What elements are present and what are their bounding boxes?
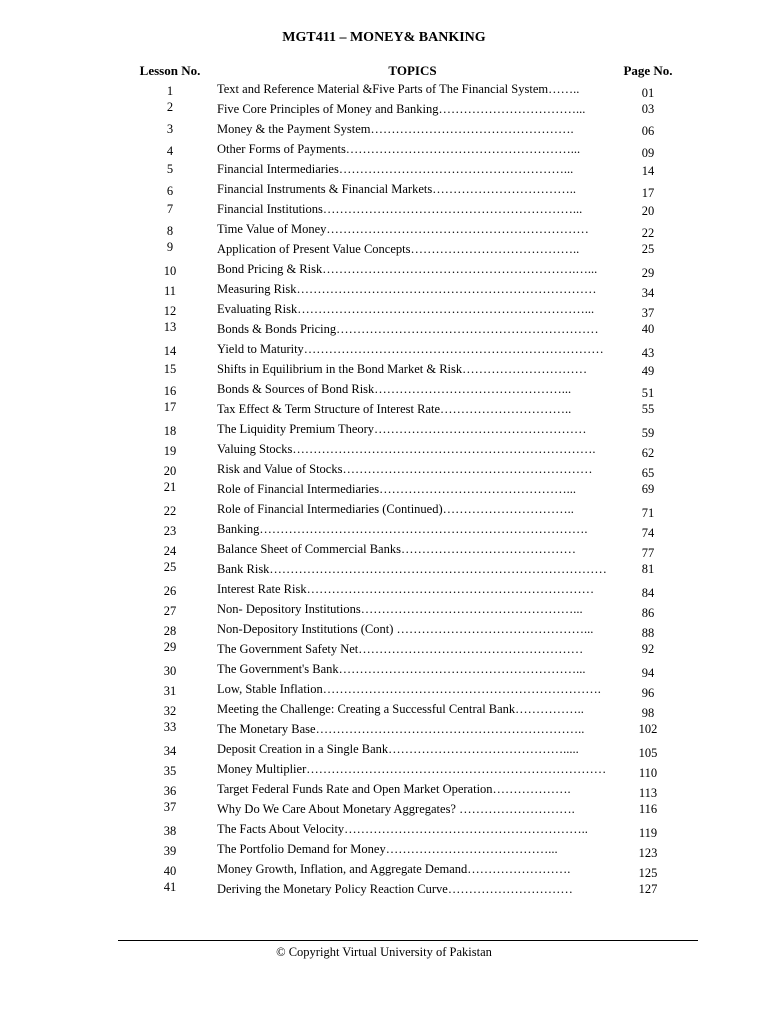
- toc-row: [0, 702, 768, 720]
- toc-row: [0, 502, 768, 520]
- lesson-number: 18: [163, 424, 177, 438]
- lesson-topic: Role of Financial Intermediaries………………………………………...: [217, 482, 576, 496]
- toc-row: [0, 322, 768, 340]
- page-number: 59: [641, 426, 655, 440]
- lesson-topic: Application of Present Value Concepts…………………………………..: [217, 242, 580, 256]
- toc-row: [0, 522, 768, 540]
- page-number: 81: [641, 562, 655, 576]
- page-number: 29: [641, 266, 655, 280]
- lesson-number: 10: [163, 264, 177, 278]
- lesson-topic: Target Federal Funds Rate and Open Market Operation……………….: [217, 782, 571, 796]
- lesson-number: 22: [163, 504, 177, 518]
- lesson-number: 1: [166, 84, 174, 98]
- lesson-topic: Evaluating Risk……………………………………………………………...: [217, 302, 595, 316]
- lesson-number: 15: [163, 362, 177, 376]
- page-number: 55: [641, 402, 655, 416]
- toc-row: [0, 802, 768, 820]
- lesson-topic: Yield to Maturity………………………………………………………………: [217, 342, 604, 356]
- page-number: 119: [638, 826, 658, 840]
- page-number: 20: [641, 204, 655, 218]
- page-number: 62: [641, 446, 655, 460]
- lesson-number: 9: [166, 240, 174, 254]
- toc-row: [0, 782, 768, 800]
- lesson-number: 3: [166, 122, 174, 136]
- lesson-number: 40: [163, 864, 177, 878]
- toc-row: [0, 182, 768, 200]
- page-number: 105: [638, 746, 658, 760]
- toc-row: [0, 642, 768, 660]
- lesson-topic: Bond Pricing & Risk…………………………………………………….…...: [217, 262, 598, 276]
- lesson-number: 13: [163, 320, 177, 334]
- lesson-topic: Meeting the Challenge: Creating a Successful Central Bank……………..: [217, 702, 584, 716]
- toc-row: [0, 402, 768, 420]
- toc-row: [0, 342, 768, 360]
- toc-row: [0, 722, 768, 740]
- lesson-number: 19: [163, 444, 177, 458]
- lesson-number: 38: [163, 824, 177, 838]
- page-number: 92: [641, 642, 655, 656]
- toc-row: [0, 562, 768, 580]
- page-number: 43: [641, 346, 655, 360]
- page-number: 86: [641, 606, 655, 620]
- page-number: 25: [641, 242, 655, 256]
- toc-row: [0, 442, 768, 460]
- toc-row: [0, 82, 768, 100]
- toc-row: [0, 842, 768, 860]
- lesson-topic: Banking…………………………………………………………………….: [217, 522, 588, 536]
- lesson-topic: The Government Safety Net………………………………………………: [217, 642, 584, 656]
- page-number: 127: [638, 882, 658, 896]
- lesson-topic: The Facts About Velocity…………………………………………………..: [217, 822, 588, 836]
- page-number: 94: [641, 666, 655, 680]
- page-number: 110: [638, 766, 658, 780]
- toc-row: [0, 122, 768, 140]
- lesson-topic: Financial Institutions……………………………………………………...: [217, 202, 583, 216]
- lesson-topic: Measuring Risk………………………………………………………………: [217, 282, 597, 296]
- lesson-number: 24: [163, 544, 177, 558]
- page-number: 84: [641, 586, 655, 600]
- page-number: 125: [638, 866, 658, 880]
- lesson-topic: Money Multiplier………………………………………………………………: [217, 762, 607, 776]
- toc-row: [0, 362, 768, 380]
- lesson-number: 41: [163, 880, 177, 894]
- page-number: 98: [641, 706, 655, 720]
- lesson-number: 6: [166, 184, 174, 198]
- footer-divider: [118, 940, 698, 941]
- toc-row: [0, 302, 768, 320]
- page-number: 34: [641, 286, 655, 300]
- page-number: 37: [641, 306, 655, 320]
- lesson-number: 8: [166, 224, 174, 238]
- page-number: 123: [638, 846, 658, 860]
- page-number: 06: [641, 124, 655, 138]
- lesson-topic: Low, Stable Inflation………………………………………………………….: [217, 682, 601, 696]
- page-number: 03: [641, 102, 655, 116]
- toc-row: [0, 102, 768, 120]
- page-number: 102: [638, 722, 658, 736]
- lesson-topic: Balance Sheet of Commercial Banks……………………………………: [217, 542, 576, 556]
- lesson-topic: Valuing Stocks……………………………………………………………….: [217, 442, 596, 456]
- page-number: 22: [641, 226, 655, 240]
- toc-row: [0, 242, 768, 260]
- lesson-number: 4: [166, 144, 174, 158]
- lesson-topic: Role of Financial Intermediaries (Continued)…………………………..: [217, 502, 574, 516]
- lesson-topic: Non- Depository Institutions……………………………………………...: [217, 602, 583, 616]
- page-number: 88: [641, 626, 655, 640]
- page-number: 96: [641, 686, 655, 700]
- toc-row: [0, 762, 768, 780]
- lesson-topic: Deposit Creation in a Single Bank…………………………………….....: [217, 742, 579, 756]
- lesson-topic: Non-Depository Institutions (Cont) ………………………………………...: [217, 622, 594, 636]
- lesson-number: 25: [163, 560, 177, 574]
- toc-row: [0, 262, 768, 280]
- lesson-number: 20: [163, 464, 177, 478]
- lesson-number: 12: [163, 304, 177, 318]
- lesson-number: 34: [163, 744, 177, 758]
- lesson-topic: Bonds & Bonds Pricing………………………………………………………: [217, 322, 599, 336]
- topics-header: TOPICS: [388, 63, 437, 78]
- lesson-number: 31: [163, 684, 177, 698]
- lesson-topic: Shifts in Equilibrium in the Bond Market & Risk…………………………: [217, 362, 588, 376]
- toc-row: [0, 542, 768, 560]
- toc-row: [0, 202, 768, 220]
- toc-row: [0, 602, 768, 620]
- toc-row: [0, 422, 768, 440]
- lesson-topic: Tax Effect & Term Structure of Interest Rate…………………………..: [217, 402, 572, 416]
- toc-row: [0, 222, 768, 240]
- toc-row: [0, 482, 768, 500]
- page-number: 116: [638, 802, 658, 816]
- toc-row: [0, 862, 768, 880]
- page-number: 74: [641, 526, 655, 540]
- page-number: 69: [641, 482, 655, 496]
- lesson-topic: Deriving the Monetary Policy Reaction Curve…………………………: [217, 882, 573, 896]
- lesson-number: 7: [166, 202, 174, 216]
- lesson-number: 11: [163, 284, 177, 298]
- toc-row: [0, 582, 768, 600]
- lesson-topic: Other Forms of Payments………………………………………………...: [217, 142, 581, 156]
- lesson-topic: The Liquidity Premium Theory……………………………………………: [217, 422, 587, 436]
- page-number: 51: [641, 386, 655, 400]
- lesson-topic: Money Growth, Inflation, and Aggregate Demand…………………….: [217, 862, 571, 876]
- lesson-number: 23: [163, 524, 177, 538]
- lesson-number: 26: [163, 584, 177, 598]
- lesson-topic: Interest Rate Risk……………………………………………………………: [217, 582, 595, 596]
- document-title: MGT411 – MONEY& BANKING: [282, 30, 486, 45]
- lesson-topic: Five Core Principles of Money and Banking……………………………...: [217, 102, 586, 116]
- lesson-number: 14: [163, 344, 177, 358]
- copyright-footer: © Copyright Virtual University of Pakistan: [276, 945, 492, 959]
- lesson-topic: Risk and Value of Stocks……………………………………………………: [217, 462, 593, 476]
- page-number: 49: [641, 364, 655, 378]
- toc-row: [0, 822, 768, 840]
- toc-row: [0, 462, 768, 480]
- toc-row: [0, 162, 768, 180]
- lesson-number: 29: [163, 640, 177, 654]
- lesson-number: 37: [163, 800, 177, 814]
- lesson-topic: Financial Intermediaries………………………………………………...: [217, 162, 574, 176]
- page-number: 01: [641, 86, 655, 100]
- toc-row: [0, 662, 768, 680]
- lesson-number: 2: [166, 100, 174, 114]
- lesson-topic: Bank Risk………………………………………………………………………: [217, 562, 607, 576]
- lesson-number: 5: [166, 162, 174, 176]
- lesson-number: 33: [163, 720, 177, 734]
- toc-row: [0, 742, 768, 760]
- page-number: 65: [641, 466, 655, 480]
- toc-row: [0, 282, 768, 300]
- toc-row: [0, 142, 768, 160]
- lesson-number: 28: [163, 624, 177, 638]
- page-number: 09: [641, 146, 655, 160]
- lesson-number: 36: [163, 784, 177, 798]
- toc-row: [0, 622, 768, 640]
- page-number: 17: [641, 186, 655, 200]
- page-number: 77: [641, 546, 655, 560]
- page-number: 14: [641, 164, 655, 178]
- lesson-number: 27: [163, 604, 177, 618]
- page-no-header: Page No.: [623, 63, 673, 78]
- toc-row: [0, 882, 768, 900]
- lesson-topic: The Portfolio Demand for Money…………………………………...: [217, 842, 558, 856]
- page-number: 71: [641, 506, 655, 520]
- lesson-topic: Why Do We Care About Monetary Aggregates? ……………………….: [217, 802, 575, 816]
- lesson-number: 16: [163, 384, 177, 398]
- lesson-topic: Bonds & Sources of Bond Risk………………………………………...: [217, 382, 572, 396]
- lesson-topic: The Government's Bank…………………………………………………...: [217, 662, 586, 676]
- lesson-topic: Financial Instruments & Financial Markets……………………………..: [217, 182, 576, 196]
- lesson-topic: Money & the Payment System………………………………………….: [217, 122, 574, 136]
- lesson-number: 17: [163, 400, 177, 414]
- lesson-number: 39: [163, 844, 177, 858]
- lesson-number: 30: [163, 664, 177, 678]
- lesson-topic: Time Value of Money………………………………………………………: [217, 222, 589, 236]
- lesson-topic: Text and Reference Material &Five Parts of The Financial System……..: [217, 82, 580, 96]
- lesson-number: 21: [163, 480, 177, 494]
- toc-row: [0, 382, 768, 400]
- toc-row: [0, 682, 768, 700]
- page-number: 113: [638, 786, 658, 800]
- page-number: 40: [641, 322, 655, 336]
- lesson-number: 32: [163, 704, 177, 718]
- lesson-no-header: Lesson No.: [139, 63, 201, 78]
- lesson-number: 35: [163, 764, 177, 778]
- lesson-topic: The Monetary Base………………………………………………………..: [217, 722, 585, 736]
